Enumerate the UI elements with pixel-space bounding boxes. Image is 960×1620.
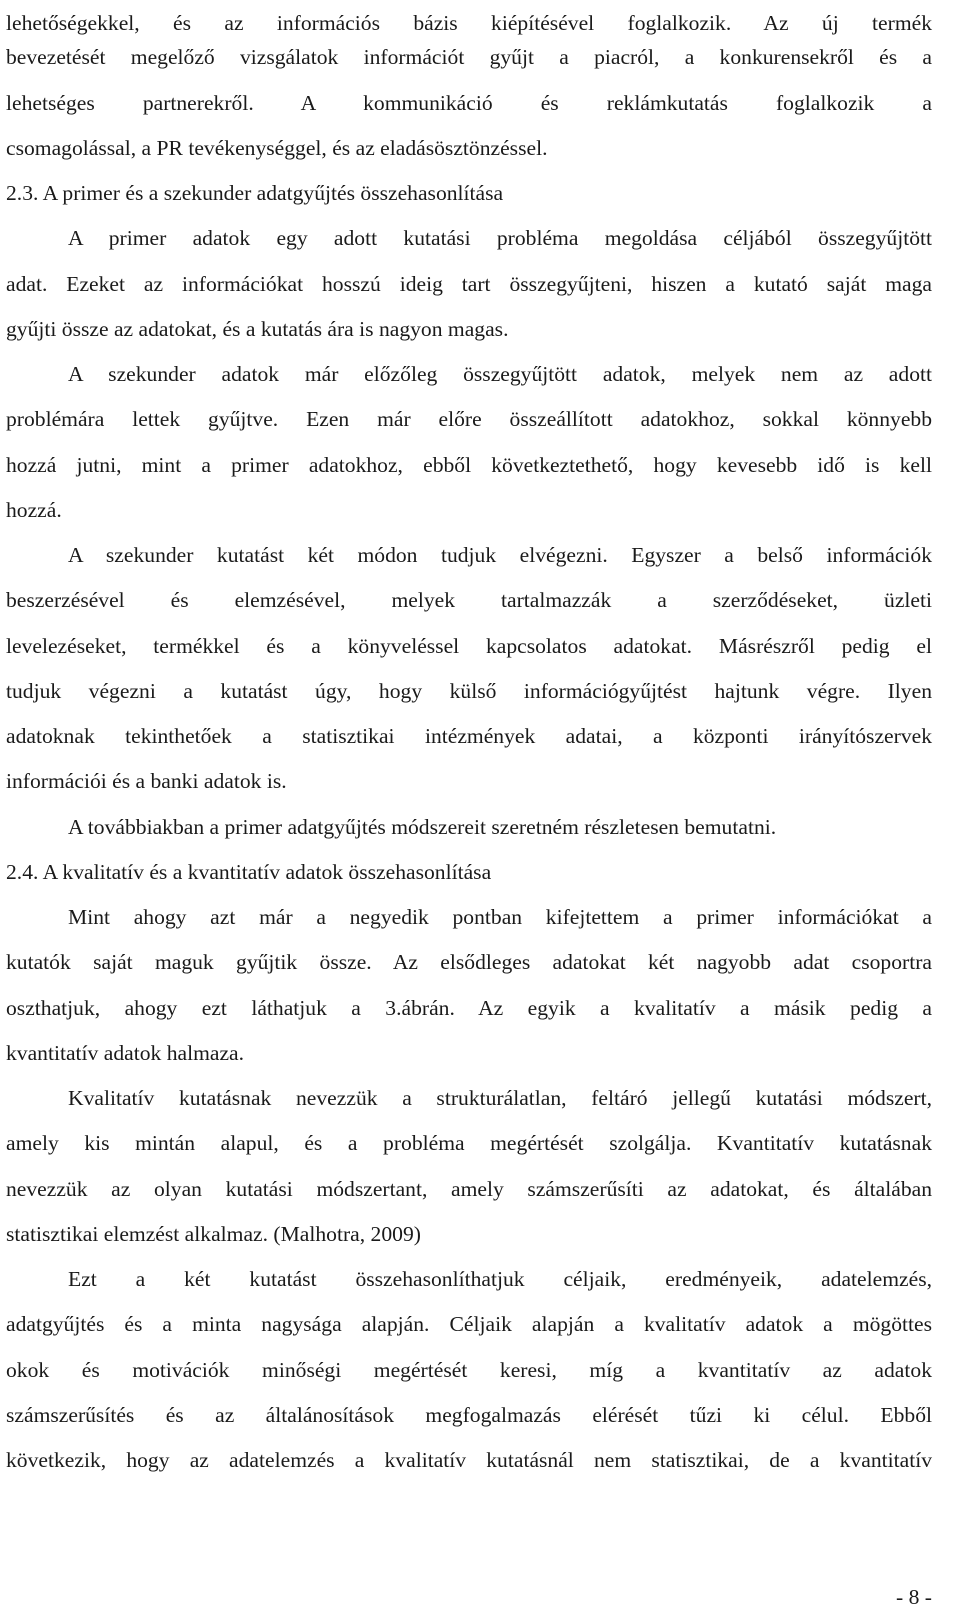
paragraph-line: kutatók saját maguk gyűjtik össze. Az elsődleges adatokat két nagyobb adat csoportra (6, 950, 932, 974)
paragraph-line: amely kis mintán alapul, és a probléma megértését szolgálja. Kvantitatív kutatásnak (6, 1131, 932, 1155)
paragraph-line: adatoknak tekinthetőek a statisztikai intézmények adatai, a központi irányítószervek (6, 724, 932, 748)
paragraph-line: adat. Ezeket az információkat hosszú ideig tart összegyűjteni, hiszen a kutató saját maga (6, 272, 932, 296)
paragraph-line: problémára lettek gyűjtve. Ezen már előre összeállított adatokhoz, sokkal könnyebb (6, 407, 932, 431)
paragraph-line: lehetséges partnerekről. A kommunikáció és reklámkutatás foglalkozik a (6, 91, 932, 115)
paragraph-line: tudjuk végezni a kutatást úgy, hogy külső információgyűjtést hajtunk végre. Ilyen (6, 679, 932, 703)
paragraph-line: statisztikai elemzést alkalmaz. (Malhotra, 2009) (6, 1222, 421, 1246)
paragraph-line: beszerzésével és elemzésével, melyek tartalmazzák a szerződéseket, üzleti (6, 588, 932, 612)
paragraph-line: bevezetését megelőző vizsgálatok információt gyűjt a piacról, a konkurensekről és a (6, 45, 932, 69)
paragraph-line: hozzá jutni, mint a primer adatokhoz, ebből következtethető, hogy kevesebb idő is kell (6, 453, 932, 477)
paragraph-line: A továbbiakban a primer adatgyűjtés módszereit szeretném részletesen bemutatni. (68, 815, 777, 839)
paragraph-line: információi és a banki adatok is. (6, 769, 287, 793)
page-number: - 8 - (896, 1585, 932, 1609)
section-heading: 2.4. A kvalitatív és a kvantitatív adatok összehasonlítása (6, 860, 492, 884)
paragraph-line: hozzá. (6, 498, 62, 522)
paragraph-line: csomagolással, a PR tevékenységgel, és az eladásösztönzéssel. (6, 136, 548, 160)
paragraph-line: kvantitatív adatok halmaza. (6, 1041, 245, 1065)
paragraph-line: oszthatjuk, ahogy ezt láthatjuk a 3.ábrán. Az egyik a kvalitatív a másik pedig a (6, 996, 932, 1020)
paragraph-line: Mint ahogy azt már a negyedik pontban kifejtettem a primer információkat a (68, 905, 932, 929)
paragraph-line: számszerűsítés és az általánosítások megfogalmazás elérését tűzi ki célul. Ebből (6, 1403, 932, 1427)
paragraph-line: Ezt a két kutatást összehasonlíthatjuk céljaik, eredményeik, adatelemzés, (68, 1267, 932, 1291)
paragraph-line: adatgyűjtés és a minta nagysága alapján. Céljaik alapján a kvalitatív adatok a mögöttes (6, 1312, 932, 1336)
paragraph-line: A szekunder adatok már előzőleg összegyűjtött adatok, melyek nem az adott (68, 362, 932, 386)
paragraph-line: gyűjti össze az adatokat, és a kutatás ára is nagyon magas. (6, 317, 509, 341)
paragraph-line: A primer adatok egy adott kutatási probléma megoldása céljából összegyűjtött (68, 226, 932, 250)
section-heading: 2.3. A primer és a szekunder adatgyűjtés összehasonlítása (6, 181, 504, 205)
paragraph-line: lehetőségekkel, és az információs bázis kiépítésével foglalkozik. Az új termék (6, 11, 932, 35)
paragraph-line: nevezzük az olyan kutatási módszertant, amely számszerűsíti az adatokat, és általában (6, 1177, 932, 1201)
paragraph-line: következik, hogy az adatelemzés a kvalitatív kutatásnál nem statisztikai, de a kvantitatív (6, 1448, 932, 1472)
paragraph-line: okok és motivációk minőségi megértését keresi, míg a kvantitatív az adatok (6, 1358, 932, 1382)
paragraph-line: A szekunder kutatást két módon tudjuk elvégezni. Egyszer a belső információk (68, 543, 932, 567)
paragraph-line: Kvalitatív kutatásnak nevezzük a strukturálatlan, feltáró jellegű kutatási módszert, (68, 1086, 932, 1110)
paragraph-line: levelezéseket, termékkel és a könyveléssel kapcsolatos adatokat. Másrészről pedig el (6, 634, 932, 658)
